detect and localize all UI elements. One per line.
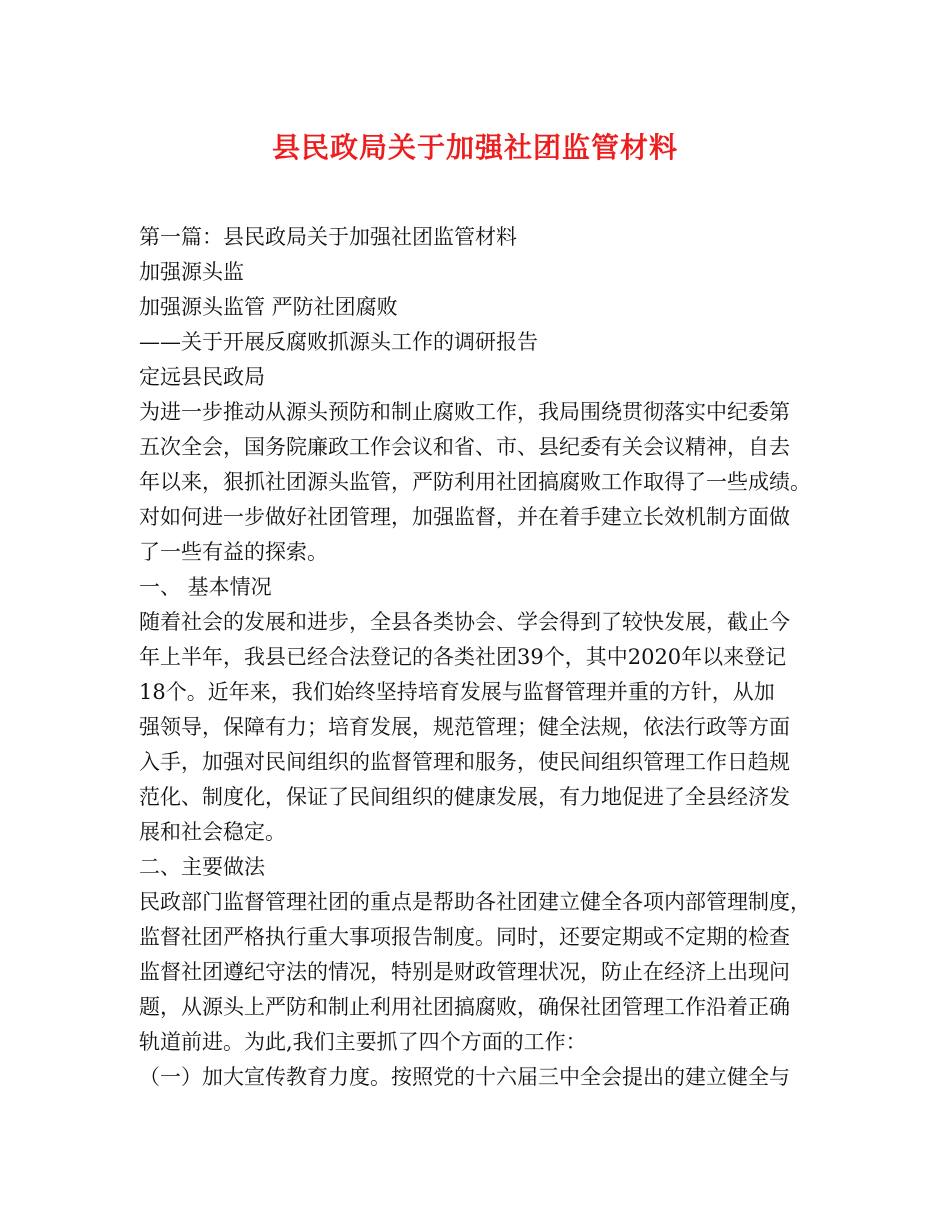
body-line: 对如何进一步做好社团管理，加强监督，并在着手建立长效机制方面做 <box>139 505 790 529</box>
document-title: 县民政局关于加强社团监管材料 <box>271 131 678 164</box>
body-line: 监督社团严格执行重大事项报告制度。同时，还要定期或不定期的检查 <box>139 925 790 949</box>
body-line: 民政部门监督管理社团的重点是帮助各社团建立健全各项内部管理制度， <box>139 890 811 914</box>
body-line: 为进一步推动从源头预防和制止腐败工作，我局围绕贯彻落实中纪委第 <box>139 400 790 424</box>
body-line-report-subtitle: ——关于开展反腐败抓源头工作的调研报告 <box>139 330 538 354</box>
body-line-report-title: 加强源头监管 严防社团腐败 <box>139 295 398 319</box>
body-line: 监督社团遵纪守法的情况，特别是财政管理状况，防止在经济上出现问 <box>139 960 790 984</box>
body-line: 18个。近年来，我们始终坚持培育发展与监督管理并重的方针，从加 <box>139 680 775 704</box>
body-line: 范化、制度化，保证了民间组织的健康发展，有力地促进了全县经济发 <box>139 785 790 809</box>
section-heading-main-practices: 二、主要做法 <box>139 855 265 879</box>
body-line: 了一些有益的探索。 <box>139 540 328 564</box>
body-line: 随着社会的发展和进步，全县各类协会、学会得到了较快发展，截止今 <box>139 610 790 634</box>
body-line: （一）加大宣传教育力度。按照党的十六届三中全会提出的建立健全与 <box>139 1065 790 1089</box>
body-line-author: 定远县民政局 <box>139 365 265 389</box>
body-line: 入手，加强对民间组织的监督管理和服务，使民间组织管理工作日趋规 <box>139 750 790 774</box>
body-line: 轨道前进。为此,我们主要抓了四个方面的工作： <box>139 1030 587 1054</box>
body-line: 五次全会，国务院廉政工作会议和省、市、县纪委有关会议精神，自去 <box>139 435 790 459</box>
body-line-subheading: 加强源头监 <box>139 260 244 284</box>
body-line-heading-part: 第一篇：县民政局关于加强社团监管材料 <box>139 225 517 249</box>
body-line: 展和社会稳定。 <box>139 820 286 844</box>
body-line: 年以来，狠抓社团源头监管，严防利用社团搞腐败工作取得了一些成绩。 <box>139 470 811 494</box>
section-heading-basic-situation: 一、 基本情况 <box>139 575 272 599</box>
document-body <box>139 220 839 1095</box>
body-line: 强领导，保障有力；培育发展，规范管理；健全法规，依法行政等方面 <box>139 715 790 739</box>
body-line: 年上半年，我县已经合法登记的各类社团39个，其中2020年以来登记 <box>139 645 787 669</box>
body-line: 题，从源头上严防和制止利用社团搞腐败，确保社团管理工作沿着正确 <box>139 995 790 1019</box>
